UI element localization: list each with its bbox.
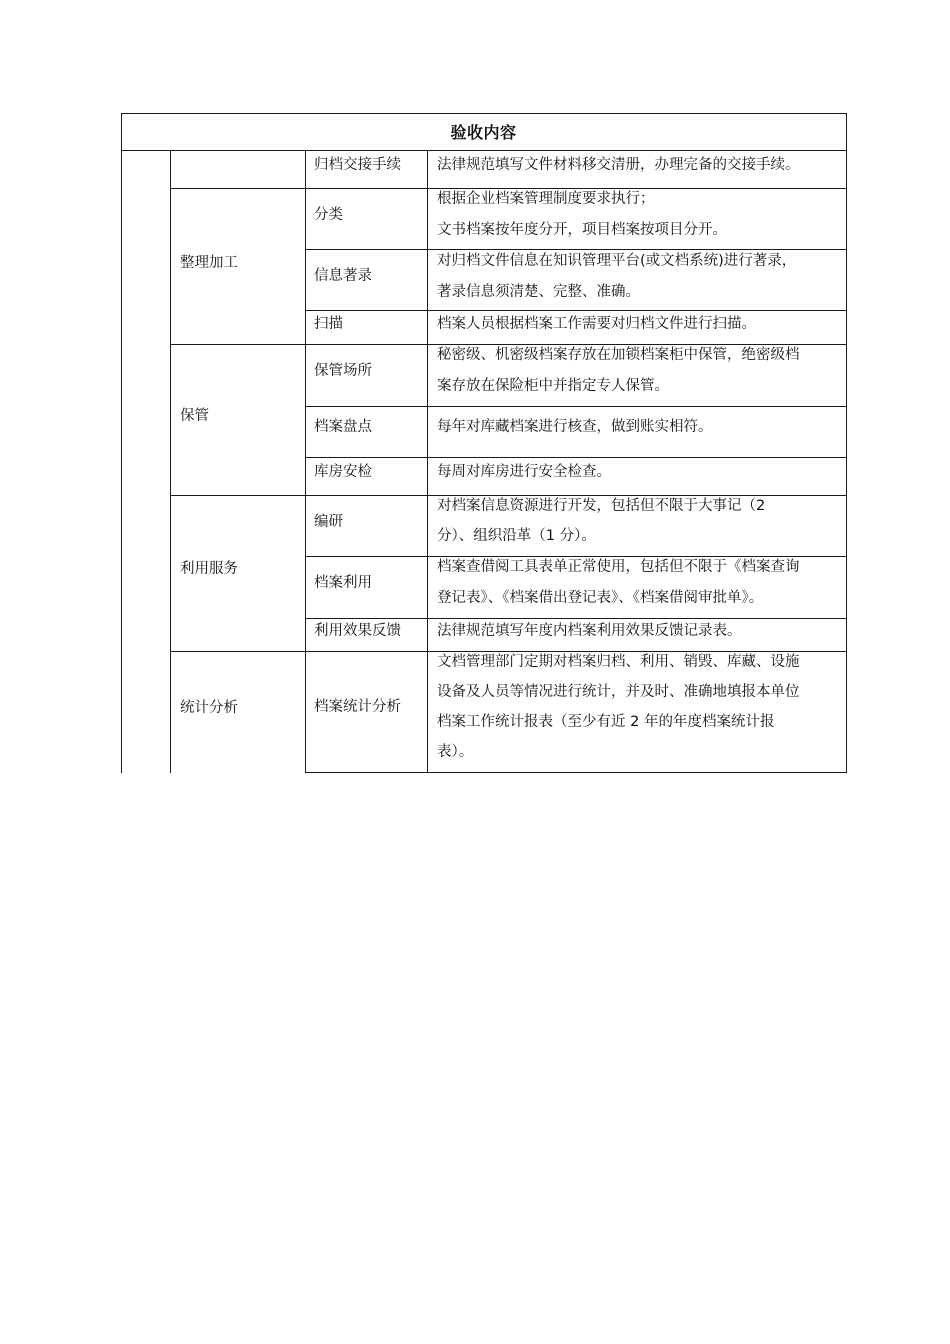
table-top-border bbox=[121, 113, 847, 114]
content-line: 每年对库藏档案进行核查，做到账实相符。 bbox=[437, 419, 713, 435]
content-line: 分）、组织沿革（1 分）。 bbox=[437, 528, 596, 544]
content-line: 文档管理部门定期对档案归档、利用、销毁、库藏、设施 bbox=[437, 654, 800, 670]
content-line: 档案查借阅工具表单正常使用，包括但不限于《档案查询 bbox=[437, 559, 800, 575]
content-line: 秘密级、机密级档案存放在加锁档案柜中保管，绝密级档 bbox=[437, 347, 800, 363]
item-label: 利用效果反馈 bbox=[314, 623, 401, 639]
content-line: 对归档文件信息在知识管理平台(或文档系统)进行著录， bbox=[437, 253, 797, 269]
item-label: 信息著录 bbox=[314, 268, 372, 284]
item-label: 保管场所 bbox=[314, 363, 372, 379]
content-line: 每周对库房进行安全检查。 bbox=[437, 464, 611, 480]
table-header: 验收内容 bbox=[450, 123, 517, 142]
content-line: 档案人员根据档案工作需要对归档文件进行扫描。 bbox=[437, 316, 756, 332]
category-label: 利用服务 bbox=[180, 561, 238, 577]
category-label: 统计分析 bbox=[180, 700, 238, 716]
content-line: 根据企业档案管理制度要求执行； bbox=[437, 191, 655, 207]
item-label: 档案统计分析 bbox=[314, 699, 401, 715]
table-right-border bbox=[846, 113, 847, 773]
item-label: 扫描 bbox=[314, 316, 343, 332]
content-line: 设备及人员等情况进行统计，并及时、准确地填报本单位 bbox=[437, 684, 800, 700]
content-line: 登记表》、《档案借出登记表》、《档案借阅审批单》。 bbox=[437, 590, 764, 606]
item-label: 分类 bbox=[314, 207, 343, 223]
table-bottom-border bbox=[305, 772, 847, 773]
content-line: 案存放在保险柜中并指定专人保管。 bbox=[437, 378, 669, 394]
content-line: 对档案信息资源进行开发，包括但不限于大事记（2 bbox=[437, 498, 766, 514]
row-divider bbox=[305, 406, 847, 407]
column-divider bbox=[305, 150, 306, 773]
content-line: 表）。 bbox=[437, 744, 474, 760]
column-divider bbox=[427, 150, 428, 773]
item-label: 编研 bbox=[314, 514, 343, 530]
content-line: 档案工作统计报表（至少有近 2 年的年度档案统计报 bbox=[437, 714, 775, 730]
table-left-border bbox=[121, 113, 122, 773]
category-label: 整理加工 bbox=[180, 255, 238, 271]
category-label: 保管 bbox=[180, 408, 209, 424]
column-divider bbox=[170, 150, 171, 773]
item-label: 归档交接手续 bbox=[314, 157, 401, 173]
content-line: 文书档案按年度分开，项目档案按项目分开。 bbox=[437, 222, 727, 238]
item-label: 档案盘点 bbox=[314, 419, 372, 435]
content-line: 法律规范填写文件材料移交清册，办理完备的交接手续。 bbox=[437, 157, 800, 173]
item-label: 档案利用 bbox=[314, 575, 372, 591]
item-label: 库房安检 bbox=[314, 464, 372, 480]
content-line: 法律规范填写年度内档案利用效果反馈记录表。 bbox=[437, 623, 742, 639]
content-line: 著录信息须清楚、完整、准确。 bbox=[437, 284, 640, 300]
